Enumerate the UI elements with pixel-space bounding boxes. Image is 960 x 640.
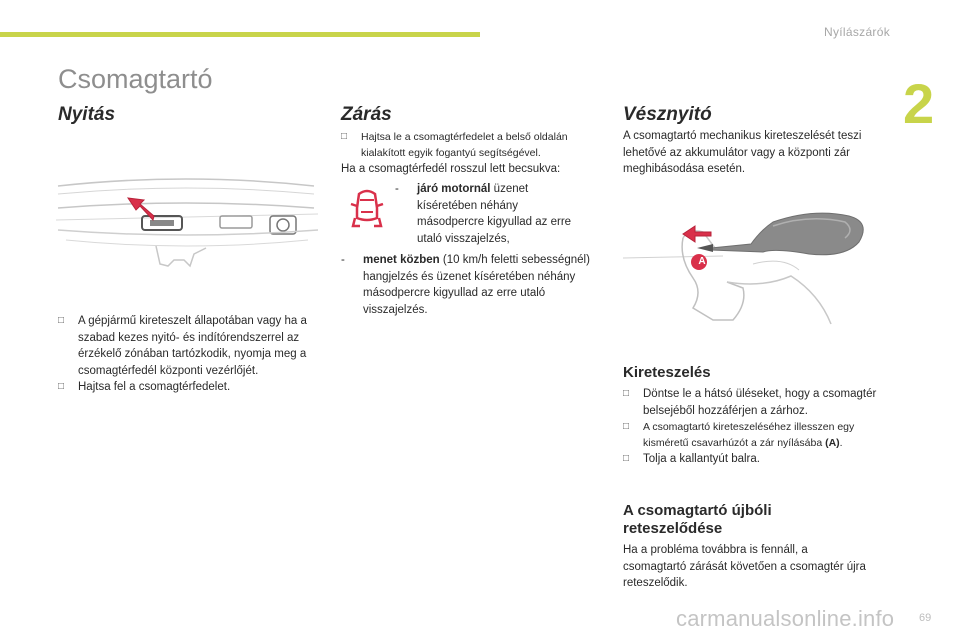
emergency-release-illustration: [623, 208, 885, 326]
section-header: Nyílászárók: [824, 25, 890, 39]
nyitas-heading: Nyitás: [58, 104, 116, 125]
vesznyito-heading: Vésznyitó: [623, 104, 712, 125]
square-bullet-icon: □: [623, 421, 630, 432]
list-item: □ Döntse le a hátsó üléseket, hogy a csomagtér belsejéből hozzáférjen a zárhoz.: [623, 388, 877, 417]
nyitas-text: [58, 313, 320, 396]
square-bullet-icon: □: [623, 453, 630, 464]
kireteszeles-heading: Kireteszelés: [623, 364, 711, 381]
page-number: 69: [919, 612, 932, 624]
list-item: □ Tolja a kallantyút balra.: [623, 451, 891, 468]
square-bullet-icon: □: [623, 388, 630, 399]
watermark: carmanualsonline.info: [676, 606, 895, 631]
trunk-handle-illustration: [56, 168, 318, 278]
list-item: □ Hajtsa le a csomagtérfedelet a belső oldalán kialakított egyik fogantyú segítségével.: [341, 131, 568, 159]
reteszeles-text: Ha a probléma továbbra is fennáll, a csomagtartó zárását követően a csomagtér újra reteszelődik.: [623, 544, 866, 589]
zaras-text: [341, 129, 603, 177]
open-car-warning-icon: [350, 186, 384, 230]
list-item: □ Hajtsa fel a csomagtérfedelet.: [58, 379, 320, 396]
reteszeles-heading: A csomagtartó újbóli reteszelődése: [623, 502, 772, 537]
zaras-intro: Ha a csomagtérfedél rosszul lett becsukva:: [341, 163, 561, 175]
square-bullet-icon: □: [58, 381, 65, 392]
zaras-item-driving: - menet közben (10 km/h feletti sebességnél) hangjelzés és üzenet kíséretében néhány másodpercre kigyullad az erre utaló visszajelzés.: [341, 254, 590, 316]
chapter-number: 2: [903, 72, 935, 135]
label-a: A: [698, 256, 706, 267]
list-item: □ A gépjármű kireteszelt állapotában vagy ha a szabad kezes nyitó- és indítórendszerrel az érzékelő zónában tartózkodik, nyomja meg a csomagtérfedél központi vezérlőjét.: [58, 315, 307, 377]
page-title: Csomagtartó: [58, 64, 213, 94]
list-item: □ A csomagtartó kireteszeléséhez illesszen egy kisméretű csavarhúzót a zár nyílásába (A).: [623, 421, 855, 449]
square-bullet-icon: □: [341, 131, 348, 142]
vesznyito-text: A csomagtartó mechanikus kireteszelését teszi lehetővé az akkumulátor vagy a központi zár meghibásodása esetén.: [623, 130, 862, 175]
header-accent-bar: [0, 32, 480, 37]
zaras-heading: Zárás: [341, 104, 392, 125]
zaras-item-engine: - járó motornál üzenet kíséretében néhány másodpercre kigyullad az erre utaló visszajelzés,: [395, 183, 572, 245]
square-bullet-icon: □: [58, 315, 65, 326]
kireteszeles-text: [623, 386, 891, 468]
